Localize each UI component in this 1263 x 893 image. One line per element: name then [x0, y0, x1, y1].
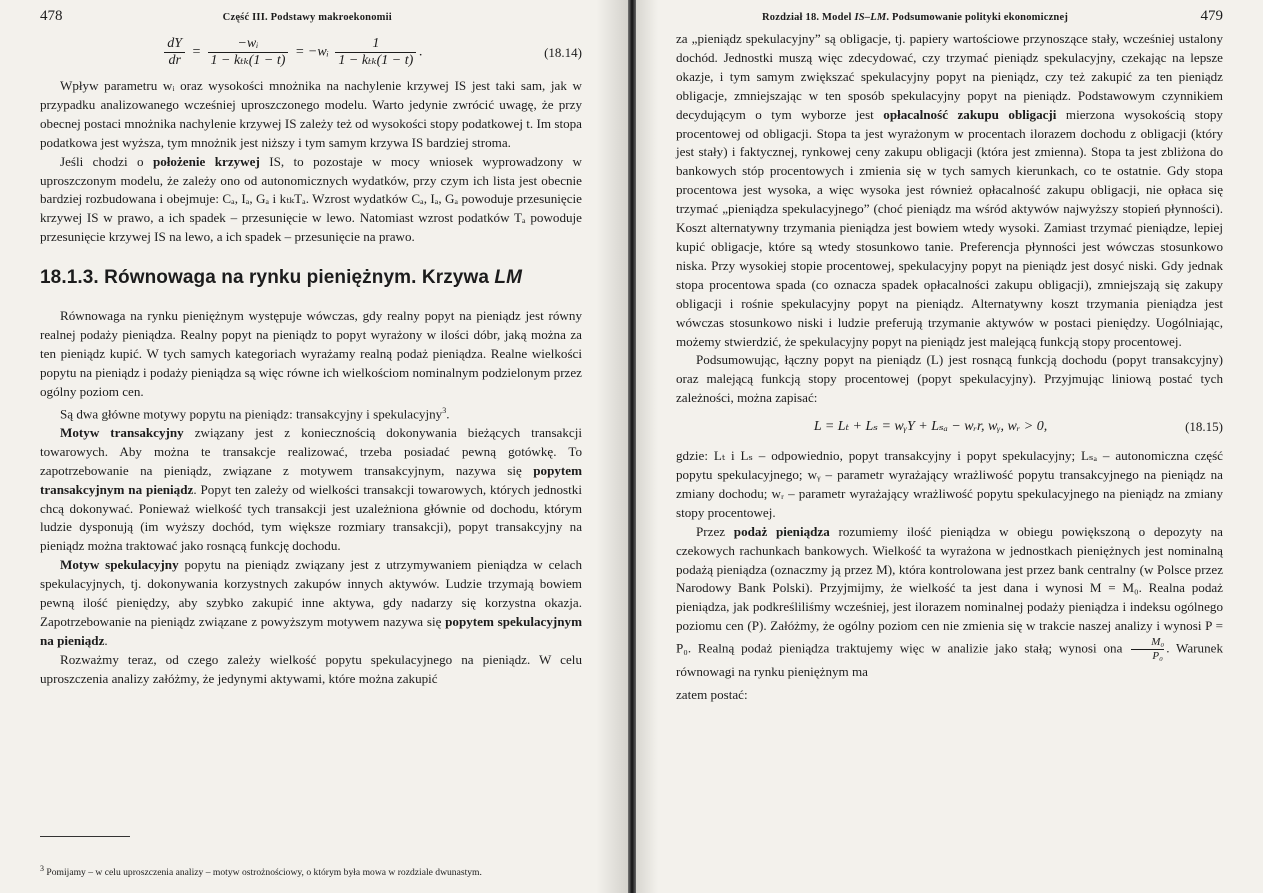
section-heading: 18.1.3. Równowaga na rynku pieniężnym. Krzywa LM — [40, 267, 523, 289]
equation-number: (18.14) — [544, 44, 582, 60]
right-running-head — [676, 8, 1223, 30]
paragraph: Są dwa główne motywy popytu na pieniądz: transakcyjny i spekulacyjny$^3$. — [60, 405, 450, 422]
eq-mid: $\frac{\text{−wᵢ}}{\text{1 − kₜₖ(1 − t)}}$ — [208, 36, 289, 69]
paragraph: Wpływ parametru wᵢ oraz wysokości mnożnika na nachylenie krzywej IS jest taki sam, jak w przypadku analizowanego wcześniej uproszczonego modelu. Warto jedynie zwrócić uwagę, że przy obecnej postaci mnożnika nachylenie krzywej IS zależy też od wysokości stopy podatkowej t. Im stopa podatkowa jest wyższa, tym mnożnik jest niższy i tym samym krzywa IS bardziej stroma. — [40, 78, 582, 150]
left-running-title: Część III. Podstawy makroekonomii — [222, 12, 392, 23]
eq-lhs: $\frac{dY}{dr}$ — [164, 36, 185, 69]
paragraph: Jeśli chodzi o położenie krzywej IS, to pozostaje w mocy wniosek wyprowadzony w uproszczonym modelu, że zależy ono od autonomicznych wydatków, przy czym ich lista jest obecnie bardziej rozbudowana i obejmuje: Cₐ, Iₐ, Gₐ i kₜₖTₐ. Wzrost wydatków Cₐ, Iₐ, Gₐ powoduje przesunięcie krzywej IS w prawo, a ich spadek – przesunięcie w lewo. Natomiast wzrost podatków Tₐ powoduje przesunięcie krzywej IS na lewo, a ich spadek – przesunięcie na prawo. — [40, 153, 582, 245]
footnote-ref[interactable]: 3 — [442, 405, 447, 415]
equation-number: (18.15) — [1185, 418, 1223, 434]
equation-18-15: L = Lₜ + Lₛ = wᵧY + Lₛₐ − wᵣr, wᵧ, wᵣ > 0, (18.15) — [813, 418, 1223, 435]
paragraph: Przez podaż pieniądza rozumiemy ilość pieniądza w obiegu powiększoną o depozyty na czekowych rachunkach bankowych. Wielkość ta wyrażona w jednostkach pieniężnych jest nominalną podażą pieniądza (oznaczmy ją przez M), która kontrolowana jest przez bank centralny (w Polsce przez Narodowy Bank Polski). Przyjmijmy, że wielkość ta jest dana i wynosi M = M₀. Realna podaż pieniądza, jak podkreśliliśmy wcześniej, jest ilorazem nominalnej podaży pieniądza i indeksu ogólnego poziomu cen (P). Załóżmy, że ogólny poziom cen nie zmienia się w trakcie naszej analizy i wynosi P = P₀. Realną podaż pieniądza traktujemy więc w analizie jako stałą; wynosi ona $\frac{\text{M₀}}{\text{P₀}}$ . Warunek równowagi na rynku pieniężnym ma — [676, 523, 1223, 680]
paragraph: Rozważmy teraz, od czego zależy wielkość popytu spekulacyjnego na pieniądz. W celu uproszczenia analizy załóżmy, że jedynymi aktywami, które można zakupić — [40, 651, 582, 686]
eq-rhs: $\frac{1}{\text{1 − kₜₖ(1 − t)}}$ — [335, 36, 416, 69]
paragraph: Równowaga na rynku pieniężnym występuje wówczas, gdy realny popyt na pieniądz jest równy realnej podaży pieniądza. Realny popyt na pieniądz to popyt wyrażony w ilości dóbr, jaką można za ten pieniądz kupić. W tych samych kategoriach wyrażamy realną podaż pieniądza. Realne wielkości popytu na pieniądz i podaży pieniądza są więc równe ich wielkościom nominalnym podzielonym przez ogólny poziom cen. — [40, 308, 582, 399]
paragraph: zatem postać: — [676, 687, 748, 703]
paragraph: Motyw spekulacyjny popytu na pieniądz związany jest z utrzymywaniem pieniądza w celach spekulacyjnych, tj. dokonywania korzystnych zakupów innych aktywów. Ludzie trzymają bowiem pewną ilość pieniędzy, aby szybko zakupić inne aktywa, gdy nadarzy się korzystna okazja. Zapotrzebowanie na pieniądz związane z powyższym motywem nazywa się popytem spekulacyjnym na pieniądz. — [40, 557, 583, 648]
real-money-supply-fraction: $\frac{\text{M₀}}{\text{P₀}}$ — [1131, 636, 1164, 663]
paragraph: za „pieniądz spekulacyjny” są obligacje, tj. papiery wartościowe przynoszące stały, wcześniej ustalony dochód. Jednostki muszą więc zdecydować, czy trzymać pieniądz spekulacyjny, czekając na lepsze okazje, i tym samym zwiększać spekulacyjny popyt na pieniądz, czy też zakupić za ten pieniądz obligacje, zmniejszając w ten sposób spekulacyjny popyt na pieniądz. Podstawowym czynnikiem decydującym o tym wyborze jest opłacalność zakupu obligacji mierzona wysokością stopy procentowej od obligacji. Stopa ta jest wyrażonym w procentach ilorazem dochodu z obligacji (który jest stały) i faktycznej, rynkowej ceny zakupu obligacji (która jest zmienna). Stopa ta jest zbliżona do bankowych stóp procentowych i zmienia się w tych samych kierunkach, co te ostatnie. Gdy stopa procentowa jest wysoka, a więc wysoka jest również opłacalność zakupu obligacji, nie opłaca się trzymać „pieniądza spekulacyjnego” (choć pieniądz ma wśród aktywów najwyższy stopień płynności). Koszt alternatywny trzymania pieniądza jest bowiem wtedy wysoki. Zamiast trzymać pieniądze, lepiej kupić obligacje, które są wtedy stosunkowo tanie. Preferencja płynności jest wówczas stosunkowo niska. Przy wysokiej stopie procentowej, spekulacyjny popyt na pieniądz jest dosyć niski. Gdy jednak stopa procentowa spada (co oznacza spadek opłacalności zakupu obligacji), zmniejszają się zakupy obligacji i rośnie spekulacyjny popyt na pieniądz. Alternatywny koszt trzymania pieniądza jest wówczas stosunkowo niski i ludzie preferują trzymanie aktywów w postaci pieniędzy. Uogólniając, możemy stwierdzić, że spekulacyjny popyt na pieniądz jest malejącą funkcją stopy procentowej. — [676, 31, 1223, 349]
equation-18-14: $\frac{dY}{dr}$ = $\frac{\text{−wᵢ}}{\text{1 − kₜₖ(1 − t)}}$ = −wᵢ $\frac{1}{\text{1 − kₜₖ(1 − t)}}$ . (18.14) — [40, 36, 582, 69]
paragraph: Motyw transakcyjny związany jest z koniecznością dokonywania bieżących transakcji towarowych. Aby można te transakcje realizować, trzeba posiadać pewną gotówkę. To zapotrzebowanie na pieniądz, związane z motywem transakcyjnym, nazywa się popytem transakcyjnym na pieniądz. Popyt ten zależy od wielkości transakcji towarowych, których jednostki chcą dokonywać. Ponieważ wielkość tych transakcji jest uzależniona głównie od dochodu, którym ludzie dysponują (im wyższy dochód, tym większe rozmiary transakcji), popyt transakcyjny na pieniądz można traktować jako rosnącą funkcję dochodu. — [40, 424, 582, 554]
right-page-number: 479 — [1200, 8, 1223, 24]
left-page — [0, 0, 628, 893]
paragraph: gdzie: Lₜ i Lₛ – odpowiednio, popyt transakcyjny i popyt spekulacyjny; Lₛₐ – autonomiczna część popytu spekulacyjnego; wᵧ – parametr wyrażający wrażliwość popytu transakcyjnego na pieniądz na zmiany dochodu; wᵣ – parametr wyrażający wrażliwość popytu spekulacyjnego na pieniądz na zmiany stopy procentowej. — [676, 448, 1223, 520]
left-running-head — [40, 8, 582, 30]
left-page-number: 478 — [40, 8, 63, 24]
right-running-title: Rozdział 18. Model IS–LM. Podsumowanie polityki ekonomicznej — [762, 12, 1069, 23]
right-page — [636, 0, 1263, 893]
book-gutter — [628, 0, 636, 893]
footnote: $^3$ Pomijamy – w celu uproszczenia analizy – motyw ostrożnościowy, o którym była mowa w rozdziale dwunastym. — [40, 863, 482, 878]
paragraph: Podsumowując, łączny popyt na pieniądz (L) jest rosnącą funkcją dochodu (popyt transakcyjny) oraz malejącą funkcją stopy procentowej (popyt spekulacyjny). Przyjmując liniową postać tych zależności, można zapisać: — [676, 352, 1223, 406]
footnote-rule — [40, 836, 130, 837]
